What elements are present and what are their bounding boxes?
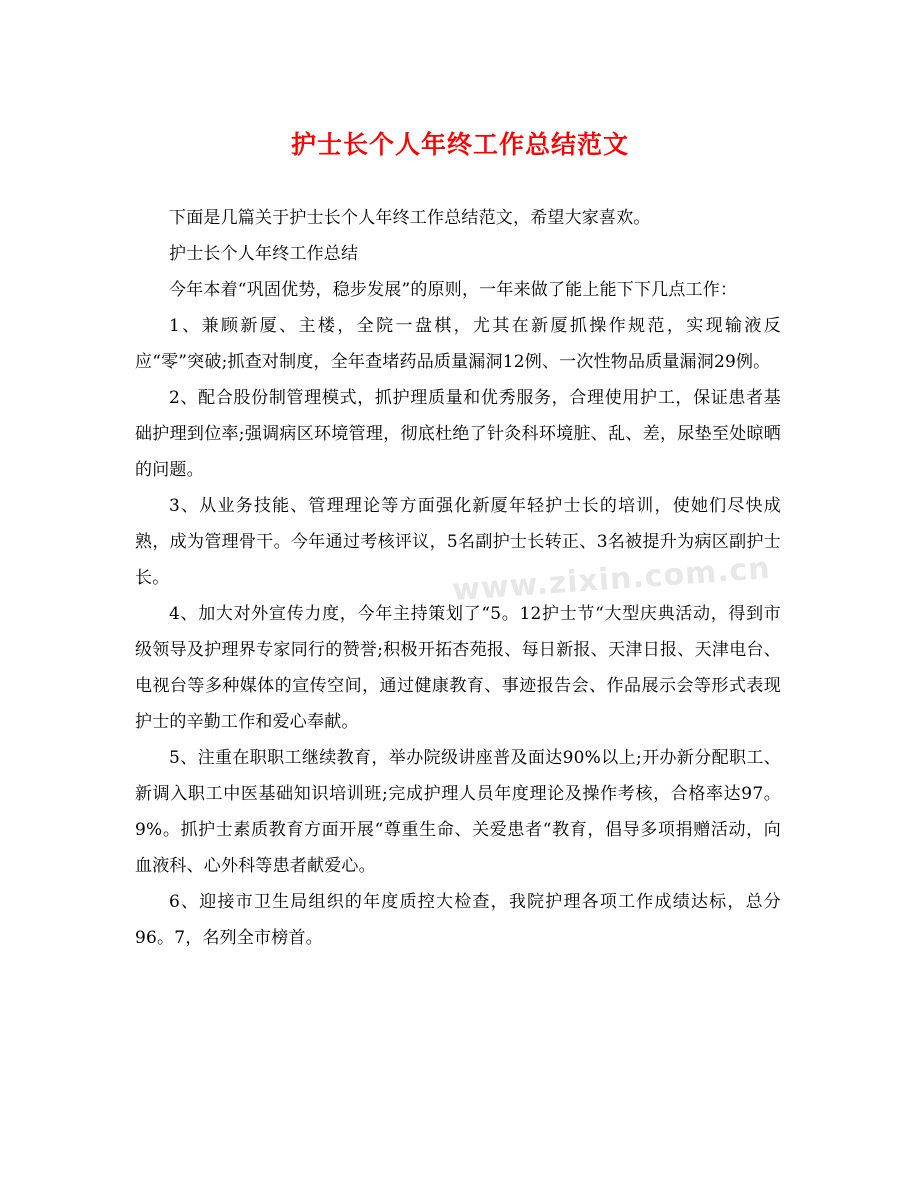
watermark: www.zixin.com.cn	[451, 550, 772, 609]
item-5-paragraph: 5、注重在职职工继续教育，举办院级讲座普及面达90%以上;开办新分配职工、新调入职工中医基础知识培训班;完成护理人员年度理论及操作考核，合格率达97。9%。抓护士素质教育方面开展“尊重生命、关爱患者“教育，倡导多项捐赠活动，向血液科、心外科等患者献爱心。	[135, 748, 781, 876]
intro-paragraph: 下面是几篇关于护士长个人年终工作总结范文，希望大家喜欢。	[169, 208, 651, 228]
document-body	[135, 200, 781, 956]
item-3-paragraph: 3、从业务技能、管理理论等方面强化新厦年轻护士长的培训，使她们尽快成熟，成为管理骨干。今年通过考核评议，5名副护士长转正、3名被提升为病区副护士长。	[135, 496, 781, 588]
item-1-paragraph: 1、兼顾新厦、主楼，全院一盘棋，尤其在新厦抓操作规范，实现输液反应“零”突破;抓查对制度，全年查堵药品质量漏洞12例、一次性物品质量漏洞29例。	[135, 316, 781, 372]
summary-paragraph: 今年本着“巩固优势，稳步发展”的原则，一年来做了能上能下下几点工作：	[169, 280, 738, 300]
item-6-paragraph: 6、迎接市卫生局组织的年度质控大检查，我院护理各项工作成绩达标，总分96。7，名列全市榜首。	[135, 892, 781, 948]
section-heading: 护士长个人年终工作总结	[169, 244, 359, 264]
item-4-paragraph: 4、加大对外宣传力度，今年主持策划了“5。12护士节“大型庆典活动，得到市级领导及护理界专家同行的赞誉;积极开拓杏苑报、每日新报、天津日报、天津电台、电视台等多种媒体的宣传空间，通过健康教育、事迹报告会、作品展示会等形式表现护士的辛勤工作和爱心奉献。	[135, 604, 781, 732]
item-2-paragraph: 2、配合股份制管理模式，抓护理质量和优秀服务，合理使用护工，保证患者基础护理到位率;强调病区环境管理，彻底杜绝了针灸科环境脏、乱、差，尿垫至处晾晒的问题。	[135, 388, 781, 480]
document-title: 护士长个人年终工作总结范文	[290, 130, 629, 159]
